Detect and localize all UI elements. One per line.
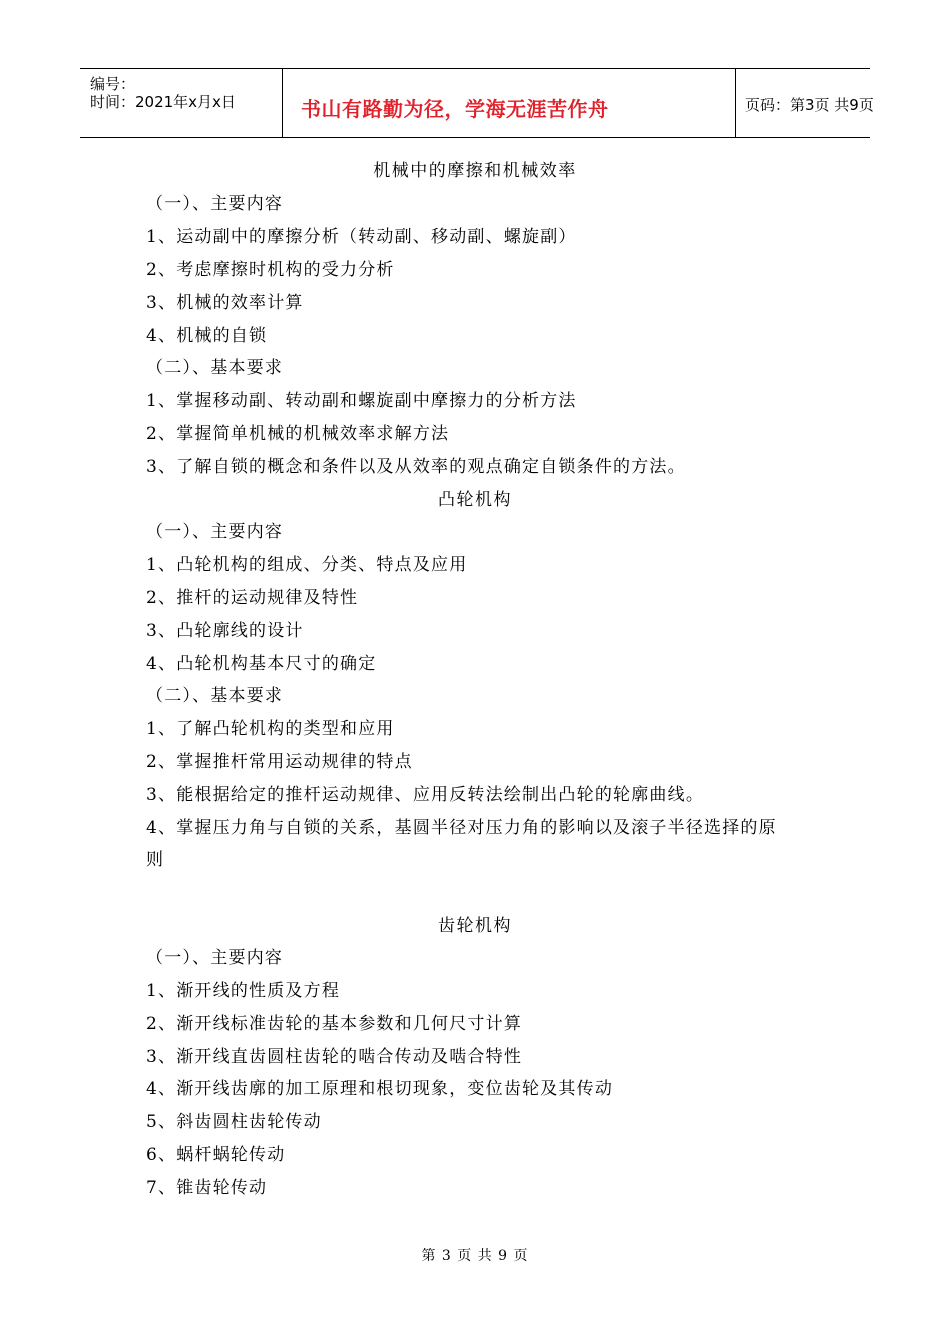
number-label: 编号： <box>90 75 136 93</box>
section-heading: （一）、主要内容 <box>146 948 284 968</box>
list-item: 3、机械的效率计算 <box>146 293 304 313</box>
section-title: 机械中的摩擦和机械效率 <box>373 161 577 181</box>
list-item: 2、推杆的运动规律及特性 <box>146 588 359 608</box>
list-item: 5、斜齿圆柱齿轮传动 <box>146 1112 322 1132</box>
list-item: 1、凸轮机构的组成、分类、特点及应用 <box>146 555 468 575</box>
section-title: 齿轮机构 <box>438 916 512 936</box>
section-heading: （二）、基本要求 <box>146 358 284 378</box>
list-item: 4、凸轮机构基本尺寸的确定 <box>146 654 377 674</box>
list-item: 7、锥齿轮传动 <box>146 1178 268 1198</box>
section-heading: （二）、基本要求 <box>146 686 284 706</box>
list-item: 2、渐开线标准齿轮的基本参数和几何尺寸计算 <box>146 1014 523 1034</box>
list-item: 1、掌握移动副、转动副和螺旋副中摩擦力的分析方法 <box>146 391 577 411</box>
section-heading: （一）、主要内容 <box>146 194 284 214</box>
header-motto-cell <box>282 69 736 137</box>
page-footer: 第 3 页 共 9 页 <box>421 1248 529 1264</box>
section-heading: （一）、主要内容 <box>146 522 284 542</box>
list-item: 3、凸轮廓线的设计 <box>146 621 304 641</box>
list-item: 2、掌握推杆常用运动规律的特点 <box>146 752 413 772</box>
document-header <box>80 68 874 138</box>
list-item: 1、渐开线的性质及方程 <box>146 981 341 1001</box>
list-item: 2、掌握简单机械的机械效率求解方法 <box>146 424 450 444</box>
list-item: 1、了解凸轮机构的类型和应用 <box>146 719 395 739</box>
header-info-cell <box>80 69 282 137</box>
list-item: 2、考虑摩擦时机构的受力分析 <box>146 260 395 280</box>
list-item: 4、渐开线齿廓的加工原理和根切现象，变位齿轮及其传动 <box>146 1079 614 1099</box>
list-item: 3、了解自锁的概念和条件以及从效率的观点确定自锁条件的方法。 <box>146 457 686 477</box>
list-item: 1、运动副中的摩擦分析（转动副、移动副、螺旋副） <box>146 227 577 247</box>
list-item: 4、机械的自锁 <box>146 326 268 346</box>
section-title: 凸轮机构 <box>438 490 512 510</box>
time-label: 时间：2021年x月x日 <box>90 93 236 111</box>
header-page-cell <box>735 69 874 137</box>
page-label: 页码：第3页 共9页 <box>745 96 874 114</box>
motto-text: 书山有路勤为径，学海无涯苦作舟 <box>301 97 609 121</box>
list-item: 6、蜗杆蜗轮传动 <box>146 1145 286 1165</box>
list-item: 4、掌握压力角与自锁的关系，基圆半径对压力角的影响以及滚子半径选择的原 <box>146 818 777 838</box>
list-item: 则 <box>146 850 165 870</box>
list-item: 3、渐开线直齿圆柱齿轮的啮合传动及啮合特性 <box>146 1047 523 1067</box>
list-item: 3、能根据给定的推杆运动规律、应用反转法绘制出凸轮的轮廓曲线。 <box>146 785 705 805</box>
